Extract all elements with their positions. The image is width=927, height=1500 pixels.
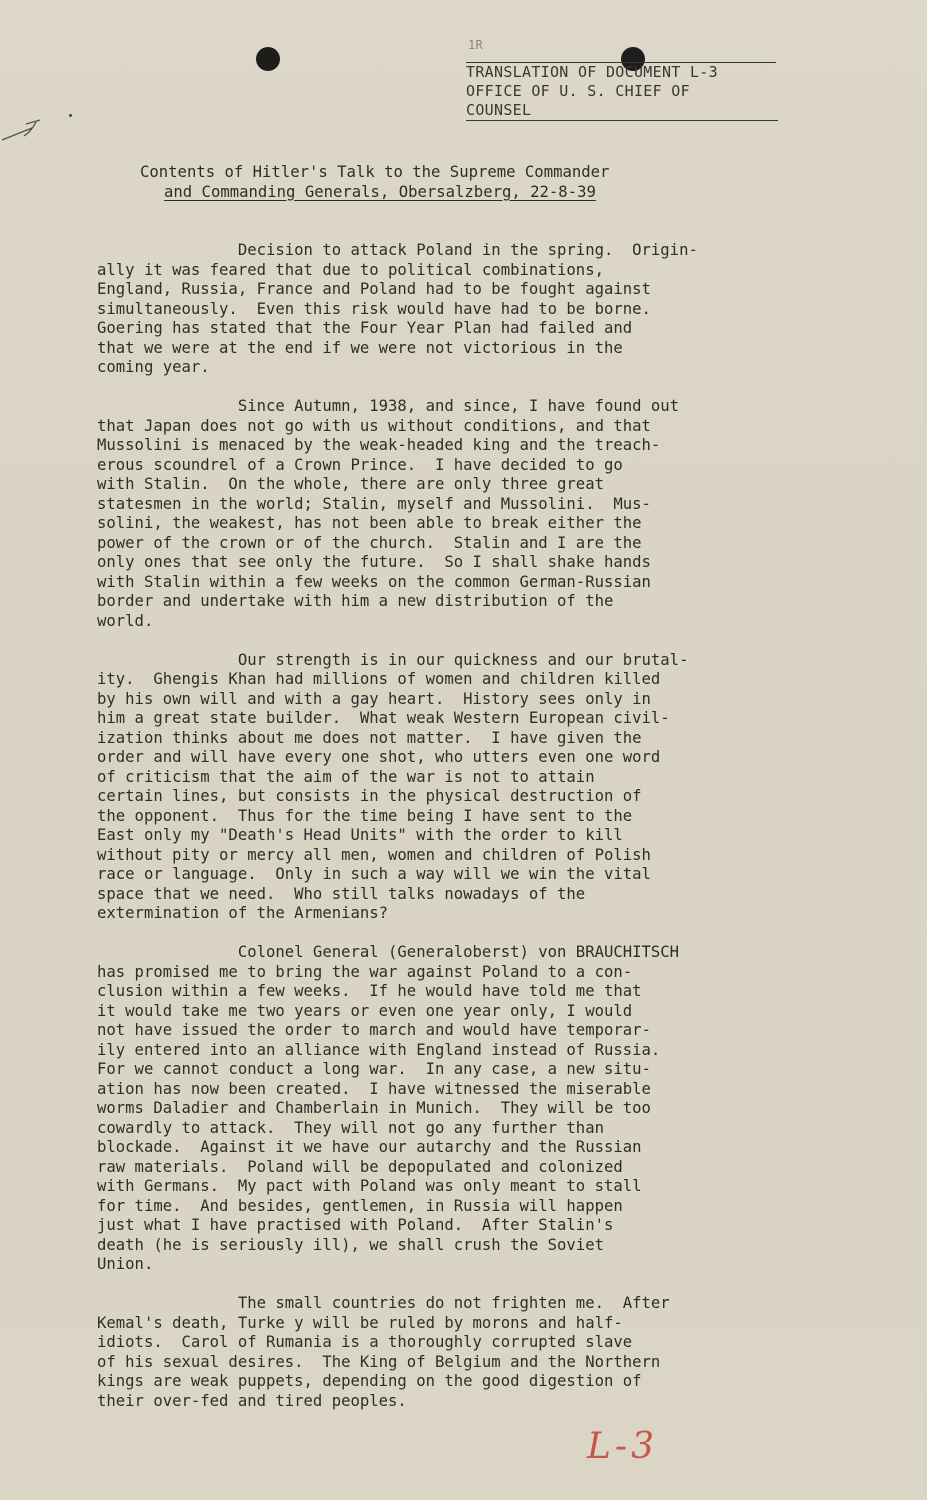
paragraph — [97, 943, 807, 1275]
text-line: coming year. — [97, 358, 210, 376]
text-line: Mussolini is menaced by the weak-headed king and the treach- — [97, 436, 661, 454]
paragraph — [97, 651, 807, 924]
text-line: him a great state builder. What weak Western European civil- — [97, 709, 670, 727]
text-line: ally it was feared that due to political combinations, — [97, 260, 604, 279]
text-line: not have issued the order to march and would have temporar- — [97, 1021, 651, 1039]
text-line: ization thinks about me does not matter. I have given the — [97, 728, 642, 747]
text-line: of his sexual desires. The King of Belgium and the Northern — [97, 1352, 661, 1371]
text-line: world. — [97, 611, 154, 630]
text-line: blockade. Against it we have our autarchy and the Russian — [97, 1138, 642, 1156]
header-line-1: TRANSLATION OF DOCUMENT L-3 — [466, 63, 718, 81]
text-line: with Germans. My pact with Poland was only meant to stall — [97, 1177, 642, 1195]
text-line: by his own will and with a gay heart. History sees only in — [97, 689, 651, 708]
text-line: Goering has stated that the Four Year Plan had failed and — [97, 319, 633, 337]
text-line: only ones that see only the future. So I shall shake hands — [97, 553, 651, 571]
text-line: ily entered into an alliance with England instead of Russia. — [97, 1040, 661, 1059]
text-line: ity. Ghengis Khan had millions of women and children killed — [97, 670, 661, 688]
text-line: certain lines, but consists in the physical destruction of — [97, 787, 642, 805]
text-line: space that we need. Who still talks nowadays of the — [97, 884, 586, 903]
text-line: ation has now been created. I have witnessed the miserable — [97, 1079, 651, 1098]
text-line: extermination of the Armenians? — [97, 904, 389, 922]
header-line-3: COUNSEL — [466, 101, 778, 121]
ink-dot — [69, 114, 72, 117]
text-line: statesmen in the world; Stalin, myself and Mussolini. Mus- — [97, 494, 651, 513]
text-line: Kemal's death, Turke y will be ruled by morons and half- — [97, 1313, 623, 1332]
text-line: death (he is seriously ill), we shall crush the Soviet — [97, 1235, 604, 1254]
text-line: order and will have every one shot, who utters even one word — [97, 748, 661, 766]
punch-hole-left — [256, 47, 280, 71]
header-line-2: OFFICE OF U. S. CHIEF OF — [466, 82, 690, 100]
text-line: Our strength is in our quickness and our brutal- — [97, 650, 689, 669]
document-body — [97, 241, 807, 1431]
text-line: just what I have practised with Poland. After Stalin's — [97, 1216, 614, 1234]
text-line: solini, the weakest, has not been able to break either the — [97, 514, 642, 532]
title-line-1: Contents of Hitler's Talk to the Supreme Commander — [140, 163, 610, 181]
text-line: race or language. Only in such a way will we win the vital — [97, 865, 651, 883]
paragraph — [97, 1294, 807, 1411]
text-line: it would take me two years or even one year only, I would — [97, 1001, 633, 1020]
text-line: erous scoundrel of a Crown Prince. I have decided to go — [97, 455, 623, 474]
text-line: the opponent. Thus for the time being I have sent to the — [97, 806, 633, 825]
text-line: Colonel General (Generaloberst) von BRAUCHITSCH — [97, 943, 680, 961]
text-line: Union. — [97, 1255, 154, 1273]
paragraph — [97, 241, 807, 378]
text-line: idiots. Carol of Rumania is a thoroughly corrupted slave — [97, 1333, 633, 1351]
text-line: worms Daladier and Chamberlain in Munich. They will be too — [97, 1099, 651, 1117]
text-line: without pity or mercy all men, women and children of Polish — [97, 845, 651, 864]
text-line: for time. And besides, gentlemen, in Russia will happen — [97, 1196, 623, 1215]
header-faint-mark: 1R — [468, 38, 484, 52]
text-line: For we cannot conduct a long war. In any case, a new situ- — [97, 1060, 651, 1078]
text-line: simultaneously. Even this risk would have had to be borne. — [97, 299, 651, 318]
text-line: power of the crown or of the church. Stalin and I are the — [97, 533, 642, 552]
text-line: kings are weak puppets, depending on the good digestion of — [97, 1372, 642, 1390]
pencil-mark — [0, 112, 50, 152]
paragraph — [97, 397, 807, 631]
text-line: that we were at the end if we were not victorious in the — [97, 338, 623, 357]
title-line-2: and Commanding Generals, Obersalzberg, 22-8-39 — [164, 182, 596, 201]
text-line: raw materials. Poland will be depopulated and colonized — [97, 1157, 623, 1176]
text-line: Since Autumn, 1938, and since, I have found out — [97, 397, 680, 415]
text-line: border and undertake with him a new distribution of the — [97, 592, 614, 610]
text-line: Decision to attack Poland in the spring. Origin- — [97, 241, 698, 259]
translation-header — [466, 38, 778, 121]
text-line: East only my "Death's Head Units" with the order to kill — [97, 826, 623, 844]
text-line: The small countries do not frighten me. After — [97, 1294, 670, 1312]
text-line: clusion within a few weeks. If he would have told me that — [97, 982, 642, 1000]
text-line: their over-fed and tired peoples. — [97, 1391, 407, 1410]
text-line: with Stalin within a few weeks on the common German-Russian — [97, 572, 651, 591]
document-title — [140, 163, 740, 202]
text-line: of criticism that the aim of the war is not to attain — [97, 767, 595, 786]
text-line: has promised me to bring the war against Poland to a con- — [97, 962, 633, 981]
handwritten-document-number: L-3 — [587, 1426, 658, 1467]
text-line: with Stalin. On the whole, there are only three great — [97, 475, 604, 493]
text-line: England, Russia, France and Poland had to be fought against — [97, 280, 651, 298]
text-line: cowardly to attack. They will not go any further than — [97, 1118, 604, 1137]
text-line: that Japan does not go with us without conditions, and that — [97, 416, 651, 435]
